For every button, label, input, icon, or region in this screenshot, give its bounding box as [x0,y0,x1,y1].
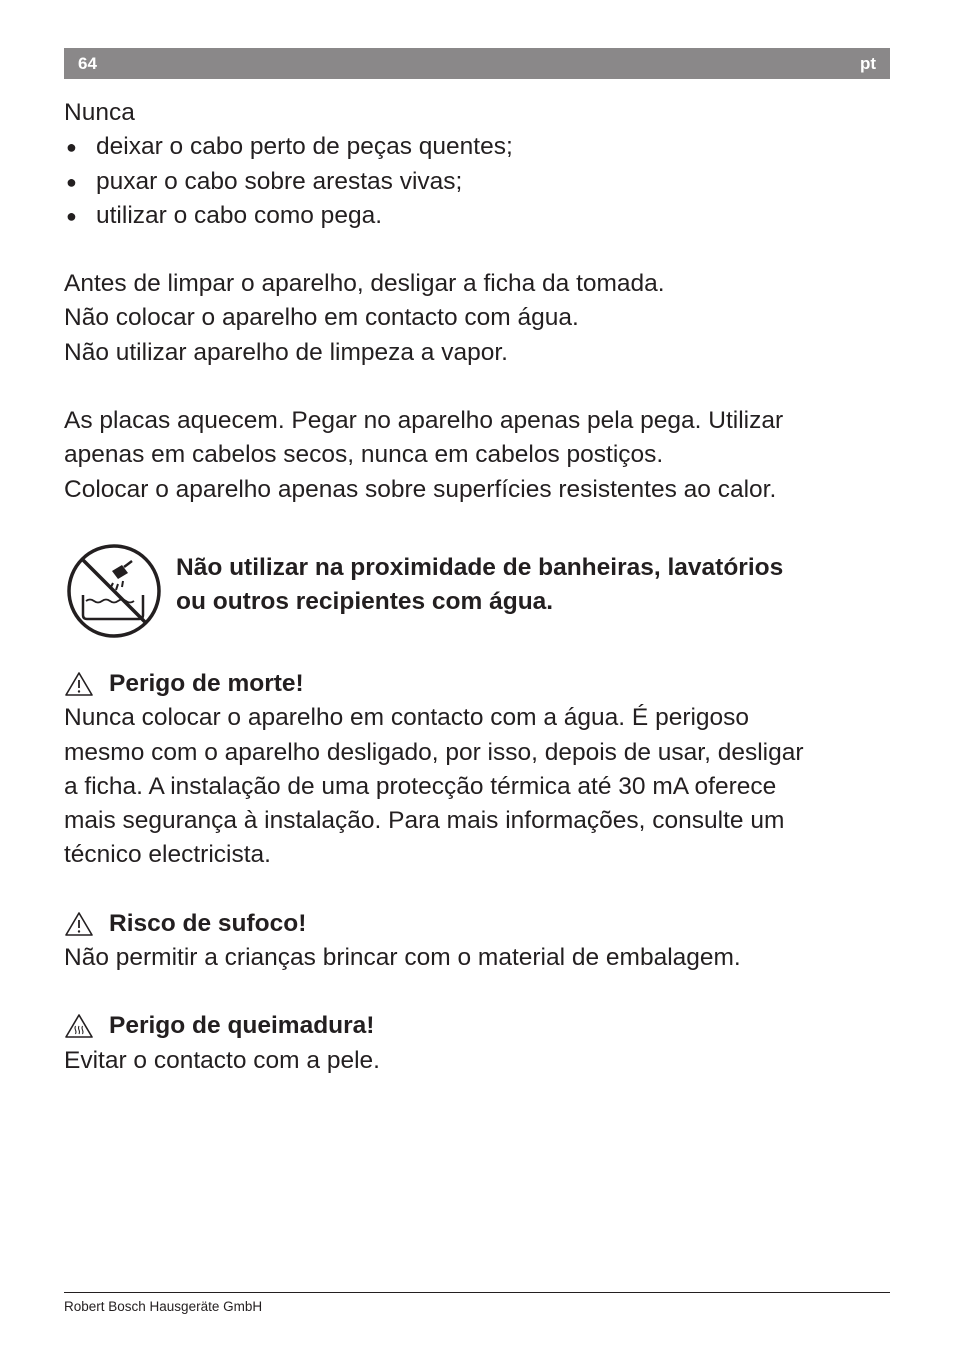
plates-line: Colocar o aparelho apenas sobre superfícies resistentes ao calor. [64,475,777,503]
water-warning-block [64,543,894,639]
list-item [64,199,894,233]
water-warning-line: Não utilizar na proximidade de banheiras, lavatórios [176,553,784,581]
footer-company: Robert Bosch Hausgeräte GmbH [64,1299,263,1314]
danger-death-title: Perigo de morte! [109,669,304,697]
danger-death-line: técnico electricista. [64,841,271,869]
water-warning-line: ou outros recipientes com água. [176,588,554,616]
burn-text: Evitar o contacto com a pele. [64,1046,380,1074]
danger-death-line: mesmo com o aparelho desligado, por isso, depois de usar, desligar [64,738,804,766]
suffocation-title: Risco de sufoco! [109,909,307,937]
danger-death-line: a ficha. A instalação de uma protecção térmica até 30 mA oferece [64,772,777,800]
never-intro: Nunca [64,99,135,126]
no-water-bath-icon [66,543,162,639]
bullet-icon: ● [66,137,77,158]
suffocation-text: Não permitir a crianças brincar com o material de embalagem. [64,944,741,972]
page-content [64,96,894,1078]
footer-divider [64,1292,890,1293]
danger-death-line: Nunca colocar o aparelho em contacto com a água. É perigoso [64,704,750,732]
list-item-text: utilizar o cabo como pega. [96,201,382,229]
cleaning-line: Antes de limpar o aparelho, desligar a ficha da tomada. [64,270,665,298]
list-item-text: puxar o cabo sobre arestas vivas; [96,167,463,195]
warning-triangle-icon [64,1013,94,1039]
warning-triangle-icon [64,911,94,937]
suffocation-heading [64,907,894,941]
page-number: 64 [78,54,97,73]
warning-triangle-icon [64,671,94,697]
burn-title: Perigo de queimadura! [109,1012,375,1040]
language-code: pt [859,54,876,73]
danger-death-heading [64,667,894,701]
list-item [64,130,894,164]
cleaning-line: Não colocar o aparelho em contacto com água. [64,304,579,332]
bullet-icon: ● [66,205,77,226]
danger-death-line: mais segurança à instalação. Para mais informações, consulte um [64,807,785,835]
burn-heading [64,1009,894,1043]
list-item [64,165,894,199]
bullet-icon: ● [66,171,77,192]
water-warning-text [176,551,783,620]
plates-line: As placas aquecem. Pegar no aparelho apenas pela pega. Utilizar [64,407,784,435]
cleaning-line: Não utilizar aparelho de limpeza a vapor. [64,338,508,366]
plates-line: apenas em cabelos secos, nunca em cabelos postiços. [64,441,664,469]
page-header-bar [64,48,890,79]
list-item-text: deixar o cabo perto de peças quentes; [96,133,513,161]
